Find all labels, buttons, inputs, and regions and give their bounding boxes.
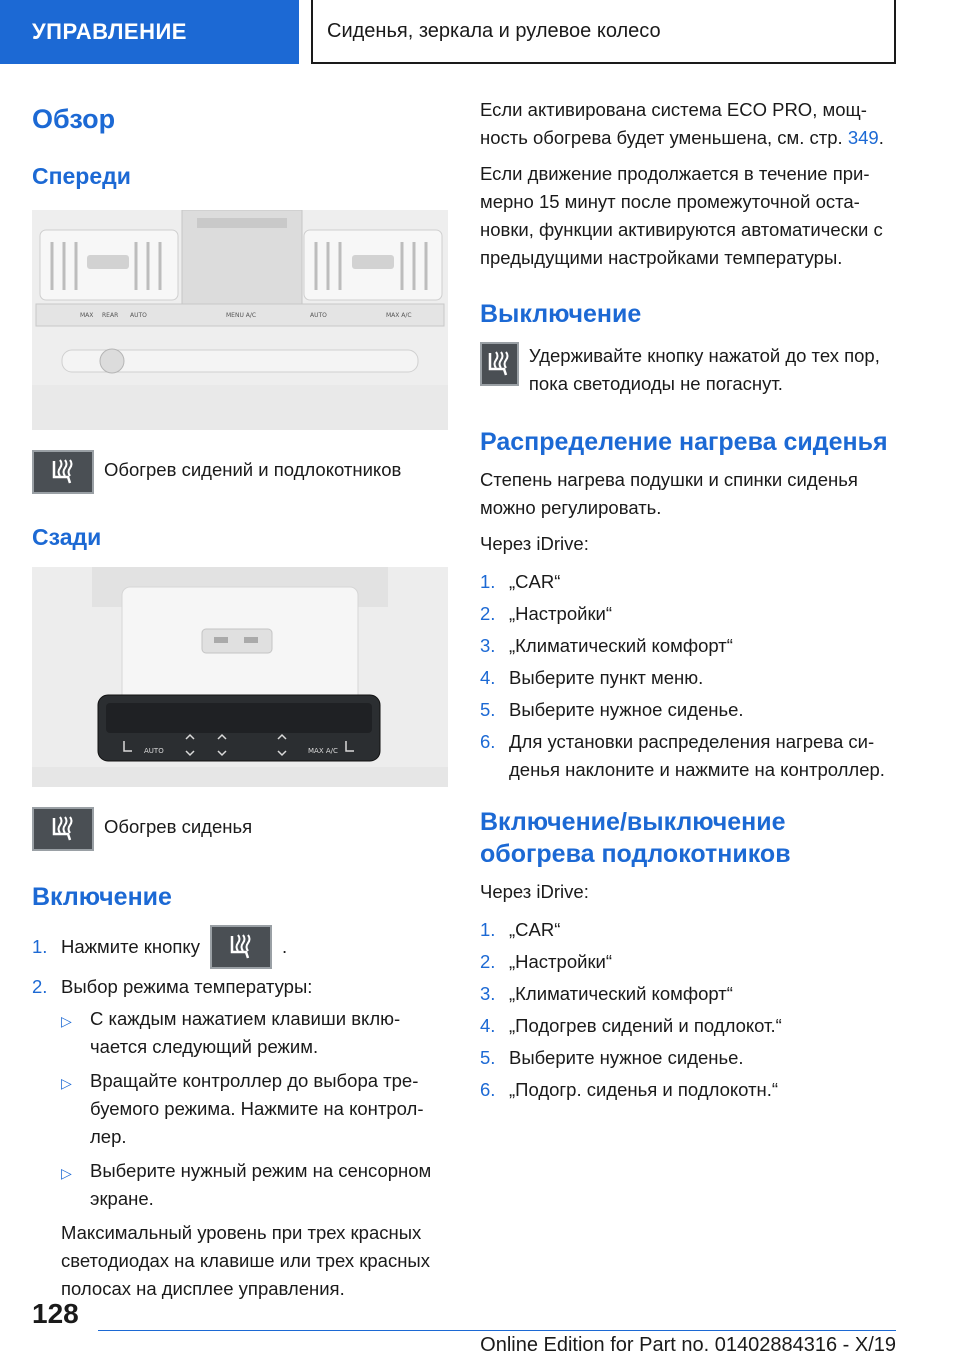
page-number: 128: [32, 1298, 79, 1329]
front-photo-label: AUTO: [310, 312, 327, 319]
distribution-via: Через iDrive:: [480, 533, 589, 554]
list-item: ▷ Вращайте контроллер до выбора тре-буемого режима. Нажмите на контрол-лер.: [61, 1067, 448, 1151]
off-text: Удерживайте кнопку нажатой до тех пор, пока светодиоды не погаснут.: [528, 345, 880, 394]
rear-photo-label: AUTO: [144, 747, 164, 755]
list-item: 6. Для установки распределения нагрева си-денья наклоните и нажмите на контроллер.: [480, 731, 885, 780]
list-item: 2. „Настройки“: [480, 603, 613, 624]
front-photo-label: MENU A/C: [226, 312, 257, 319]
armrest-steps: [480, 916, 896, 1104]
front-caption-row: [32, 450, 448, 494]
seat-heating-icon: [32, 807, 94, 851]
distribution-text: Степень нагрева подушки и спинки сиденья можно регулировать.: [480, 469, 858, 518]
list-item: 3. „Климатический комфорт“: [480, 635, 733, 656]
list-item: 5. Выберите нужное сиденье.: [480, 699, 744, 720]
overview-heading: Обзор: [32, 104, 116, 134]
list-item: 6. „Подогр. сиденья и подлокотн.“: [480, 1079, 779, 1100]
list-item: 2. Выбор режима температуры:: [32, 976, 313, 997]
rear-console-photo: [32, 567, 448, 787]
seat-heating-icon: [480, 342, 519, 386]
list-item: ▷ С каждым нажатием клавиши вклю-чается следующий режим.: [61, 1005, 448, 1061]
on-steps: [32, 925, 448, 1001]
list-item: 1. „CAR“: [480, 571, 561, 592]
list-item: 1. Нажмите кнопку .: [32, 925, 448, 969]
chapter-title: Сиденья, зеркала и рулевое колесо: [311, 0, 896, 64]
list-item: 1. „CAR“: [480, 919, 561, 940]
list-item: ▷ Выберите нужный режим на сенсорном экране.: [61, 1157, 448, 1213]
on-note: Максимальный уровень при трех красных светодиодах на клавише или трех красных полосах на дисплее управления.: [61, 1222, 430, 1299]
off-row: [480, 342, 896, 398]
right-column: [480, 96, 896, 1108]
eco-paragraph: Если активирована система ECO PRO, мощ-ность обогрева будет уменьшена, см. стр. 349.: [480, 99, 884, 148]
front-photo-label: AUTO: [130, 312, 147, 319]
armrest-via: Через iDrive:: [480, 881, 589, 902]
rear-caption-row: [32, 807, 448, 851]
triangle-bullet-icon: ▷: [61, 1075, 72, 1091]
edition-note: Online Edition for Part no. 01402884316 - X/19: [480, 1334, 896, 1356]
triangle-bullet-icon: ▷: [61, 1013, 72, 1029]
triangle-bullet-icon: ▷: [61, 1165, 72, 1181]
rear-console-illustration: [32, 567, 448, 787]
list-item: 3. „Климатический комфорт“: [480, 983, 733, 1004]
auto-off-paragraph: Если движение продолжается в течение при-мерно 15 минут после промежуточной оста-новки, функции активируются автоматически с предыдущими настройками температуры.: [480, 163, 883, 268]
distribution-heading: Распределение нагрева сиденья: [480, 428, 888, 456]
on-heading: Включение: [32, 883, 172, 911]
list-item: 4. „Подогрев сидений и подлокот.“: [480, 1015, 782, 1036]
front-console-illustration: [32, 210, 448, 430]
rear-heading: Сзади: [32, 524, 102, 550]
list-item: 4. Выберите пункт меню.: [480, 667, 704, 688]
seat-heating-icon: [32, 450, 94, 494]
front-photo-label: MAX A/C: [386, 312, 412, 319]
list-item: 5. Выберите нужное сиденье.: [480, 1047, 744, 1068]
front-photo-label: REAR: [102, 312, 119, 319]
front-photo-label: MAX: [80, 312, 94, 319]
armrest-heading: Включение/выключение обогрева подлокотников: [480, 808, 791, 868]
front-caption: Обогрев сидений и подлокотников: [104, 459, 402, 480]
seat-heating-icon: [210, 925, 272, 969]
rear-caption: Обогрев сиденья: [104, 816, 253, 837]
list-item: 2. „Настройки“: [480, 951, 613, 972]
off-heading: Выключение: [480, 300, 642, 328]
footer-divider: [98, 1330, 896, 1331]
distribution-steps: [480, 568, 896, 784]
section-tab: УПРАВЛЕНИЕ: [0, 0, 299, 64]
front-console-photo: [32, 210, 448, 430]
front-heading: Спереди: [32, 163, 131, 189]
page-link[interactable]: 349: [847, 127, 879, 148]
rear-photo-label: MAX A/C: [308, 747, 338, 755]
on-substeps: [61, 1005, 448, 1213]
left-column: [32, 96, 448, 1303]
